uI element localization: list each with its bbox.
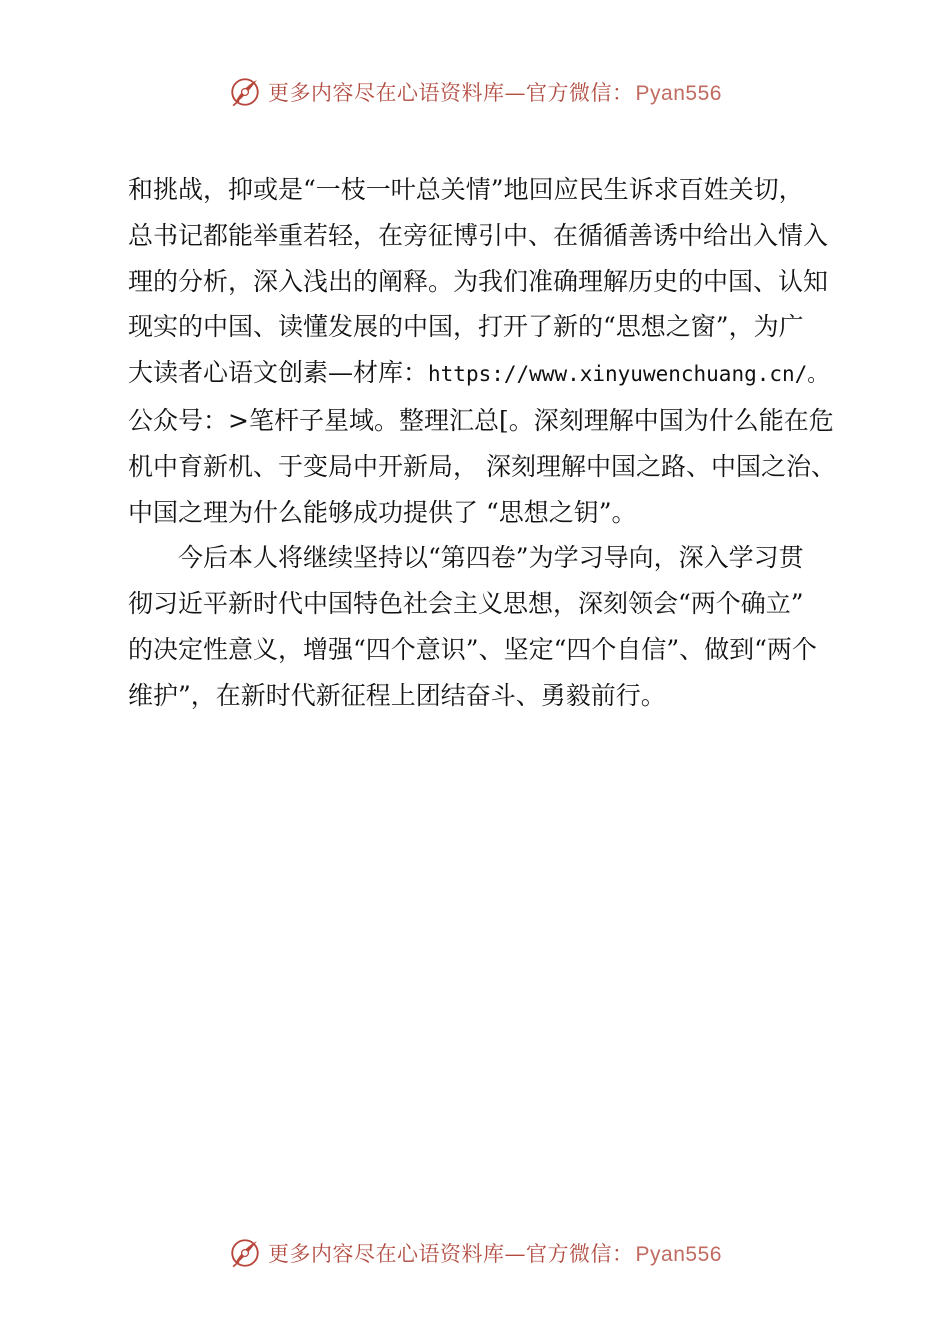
paragraph-2-line-4: 维护”，在新时代新征程上团结奋斗、勇毅前行。 <box>128 680 666 710</box>
website-url: https://www.xinyuwenchuang.cn/。 <box>428 362 829 387</box>
paragraph-1-line-1: 和挑战，抑或是“一枝一叶总关情”地回应民生诉求百姓关切， <box>128 175 804 204</box>
header-banner-text <box>268 77 722 107</box>
document-body <box>128 167 844 719</box>
paragraph-1-line-4: 现实的中国、读懂发展的中国，打开了新的“思想之窗”，为广 <box>128 312 804 342</box>
paragraph-1-line-2: 总书记都能举重若轻，在旁征博引中、在循循善诱中给出入情入 <box>128 220 829 250</box>
paragraph-1 <box>128 167 844 535</box>
footer-banner-label: 更多内容尽在心语资料库—官方微信： <box>268 1242 634 1266</box>
paragraph-1-line-6: 公众号：>笔杆子星域。整理汇总[。深刻理解中国为什么能在危 <box>128 405 834 435</box>
paragraph-1-line-3: 理的分析，深入浅出的阐释。为我们准确理解历史的中国、认知 <box>128 266 829 296</box>
paragraph-2-line-2: 彻习近平新时代中国特色社会主义思想，深刻领会“两个确立” <box>128 589 804 619</box>
paragraph-2-line-3: 的决定性意义，增强“四个意识”、坚定“四个自信”、做到“两个 <box>128 634 817 664</box>
header-wechat-id: Pyan556 <box>635 82 722 105</box>
paragraph-1-line-8: 中国之理为什么能够成功提供了 “思想之钥”。 <box>128 497 637 527</box>
paragraph-1-line-5 <box>128 350 844 398</box>
quill-pen-logo-icon <box>228 75 262 109</box>
footer-banner-text <box>268 1238 722 1268</box>
quill-pen-logo-icon <box>228 1236 262 1270</box>
paragraph-2-line-1: 今后本人将继续坚持以“第四卷”为学习导向，深入学习贯 <box>178 543 804 573</box>
footer-wechat-id: Pyan556 <box>635 1243 722 1266</box>
header-banner <box>0 70 950 114</box>
paragraph-1-line-7: 机中育新机、于变局中开新局， 深刻理解中国之路、中国之治、 <box>128 451 836 481</box>
paragraph-1-line-5-text: 大读者心语文创素—材库： <box>128 358 429 388</box>
footer-banner <box>0 1231 950 1275</box>
header-banner-label: 更多内容尽在心语资料库—官方微信： <box>268 81 634 105</box>
paragraph-2 <box>128 535 844 718</box>
